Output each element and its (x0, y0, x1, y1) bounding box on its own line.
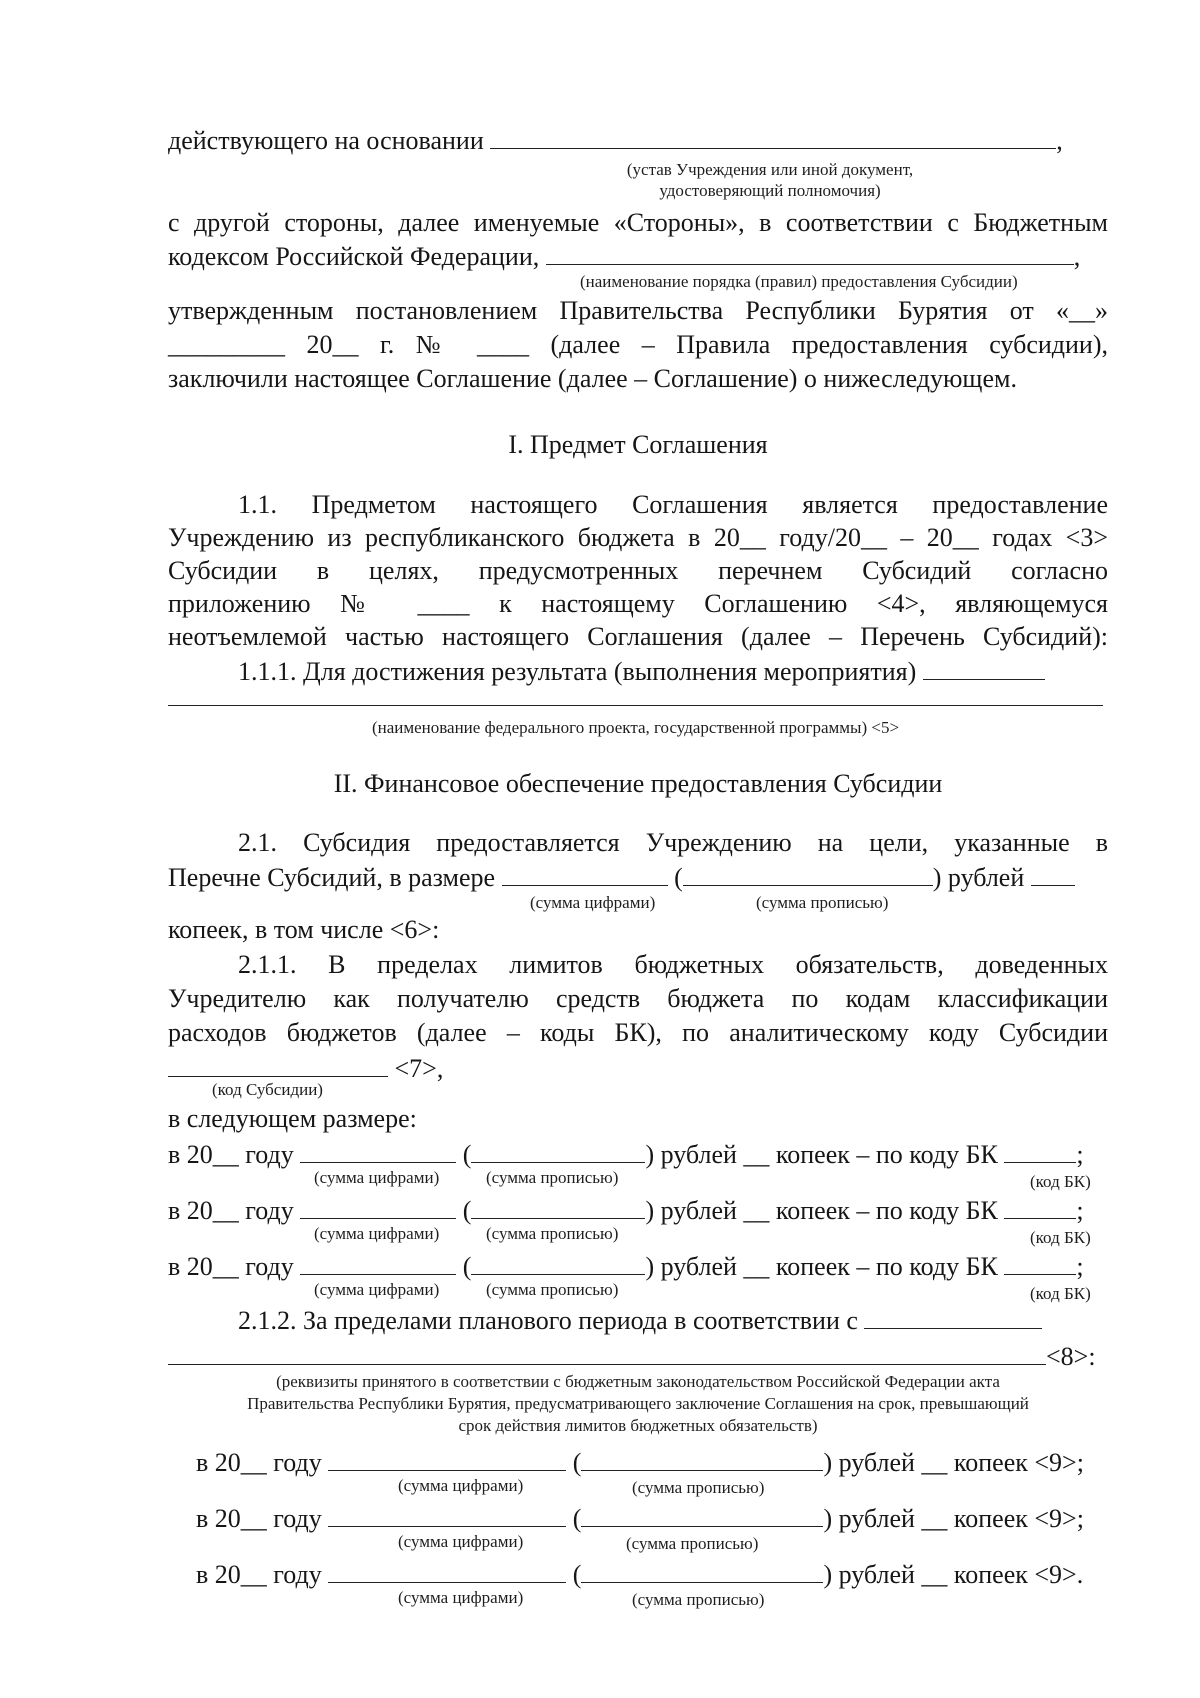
p21-rubles-text: ) рублей (932, 863, 1025, 892)
caption-digits: (сумма цифрами) (398, 1588, 524, 1607)
row-end: ; (1076, 1140, 1084, 1169)
p212-text: 2.1.2. За пределами планового периода в соответствии с (238, 1306, 858, 1335)
project-name-blank (168, 705, 1103, 706)
code-line-text: кодексом Российской Федерации, (168, 242, 540, 271)
sum-words-blank (471, 1250, 645, 1275)
section-2-title: II. Финансовое обеспечение предоставления Субсидии (333, 769, 943, 798)
acting-basis-blank (490, 124, 1056, 149)
open-paren: ( (572, 1560, 582, 1589)
year-row-2 (196, 1558, 1083, 1590)
concluded-line: заключили настоящее Соглашение (далее – Соглашение) о нижеследующем. (168, 364, 1017, 393)
acting-basis-text: действующего на основании (168, 126, 484, 155)
sum-words-blank (581, 1446, 823, 1471)
p111-line (238, 655, 1045, 687)
caption-digits: (сумма цифрами) (398, 1476, 524, 1495)
sum-words-blank (581, 1558, 823, 1583)
caption-bk-code: (код БК) (1030, 1172, 1091, 1191)
p212-line (238, 1304, 1042, 1336)
p212-ref: <8>: (1046, 1342, 1096, 1371)
caption-digits: (сумма цифрами) (314, 1168, 440, 1187)
p21-line-2 (168, 861, 1075, 893)
caption-charter-2: удостоверяющий полномочия) (659, 181, 881, 200)
sum-digits-blank (328, 1558, 566, 1583)
approved-line: утвержденным постановлением Правительства Республики Бурятия от «__» (168, 296, 1108, 325)
caption-digits: (сумма цифрами) (398, 1532, 524, 1551)
rubles-kopecks-text: ) рублей __ копеек <9>; (823, 1448, 1084, 1477)
open-paren: ( (572, 1448, 582, 1477)
year-row-2 (196, 1502, 1084, 1534)
open-paren: ( (462, 1252, 472, 1281)
bk-code-blank (1004, 1250, 1076, 1275)
year-label: в 20__ году (196, 1448, 322, 1477)
p111-text: 1.1.1. Для достижения результата (выполнения мероприятия) (238, 657, 917, 686)
caption-words: (сумма прописью) (486, 1280, 619, 1299)
caption-rules: (наименование порядка (правил) предоставления Субсидии) (580, 272, 1018, 291)
rules-blank (546, 240, 1074, 265)
year-row (168, 1194, 1084, 1226)
rubles-kopecks-bk-text: ) рублей __ копеек – по коду БК (645, 1140, 998, 1169)
caption-act-1: (реквизиты принятого в соответствии с бюджетным законодательством Российской Федерации акта (276, 1372, 1000, 1391)
p212-blank (864, 1304, 1042, 1329)
p11-line-2: Учреждению из республиканского бюджета в 20__ году/20__ – 20__ годах <3> (168, 523, 1108, 552)
p111-blank (923, 655, 1045, 680)
p21-kopecks-blank (1031, 861, 1075, 886)
open-paren: ( (462, 1196, 472, 1225)
sum-digits-blank (328, 1446, 566, 1471)
p11-line-3: Субсидии в целях, предусмотренных перечнем Субсидий согласно (168, 556, 1108, 585)
sum-digits-blank (300, 1250, 456, 1275)
caption-words: (сумма прописью) (486, 1168, 619, 1187)
sum-digits-blank (328, 1502, 566, 1527)
p211-line-3: расходов бюджетов (далее – коды БК), по аналитическому коду Субсидии (168, 1018, 1108, 1047)
p212-line-2 (168, 1340, 1096, 1372)
caption-bk-code: (код БК) (1030, 1228, 1091, 1247)
acting-basis-line (168, 124, 1063, 156)
p21-sum-words-blank (683, 861, 933, 886)
sum-digits-blank (300, 1138, 456, 1163)
subsidy-code-blank (168, 1052, 388, 1077)
sum-words-blank (471, 1138, 645, 1163)
bk-code-blank (1004, 1194, 1076, 1219)
caption-words: (сумма прописью) (626, 1534, 759, 1553)
bk-code-blank (1004, 1138, 1076, 1163)
caption-bk-code: (код БК) (1030, 1284, 1091, 1303)
p211-line-1: 2.1.1. В пределах лимитов бюджетных обязательств, доведенных (238, 950, 1108, 979)
caption-words: (сумма прописью) (486, 1224, 619, 1243)
sum-digits-blank (300, 1194, 456, 1219)
rubles-kopecks-bk-text: ) рублей __ копеек – по коду БК (645, 1196, 998, 1225)
caption-words: (сумма прописью) (632, 1478, 765, 1497)
year-row-2 (196, 1446, 1084, 1478)
following-amount: в следующем размере: (168, 1104, 417, 1133)
year-label: в 20__ году (168, 1252, 294, 1281)
caption-p21-words: (сумма прописью) (756, 893, 889, 912)
caption-charter-1: (устав Учреждения или иной документ, (626, 160, 914, 179)
sum-words-blank (581, 1502, 823, 1527)
year-label: в 20__ году (168, 1140, 294, 1169)
sum-words-blank (471, 1194, 645, 1219)
caption-p21-digits: (сумма цифрами) (530, 893, 656, 912)
open-paren: ( (572, 1504, 582, 1533)
act-requisites-blank (168, 1340, 1046, 1365)
p11-line-1: 1.1. Предметом настоящего Соглашения является предоставление (238, 490, 1108, 519)
date-line: _________ 20__ г. № ____ (далее – Правила предоставления субсидии), (168, 330, 1108, 359)
p11-line-4: приложению № ____ к настоящему Соглашению <4>, являющемуся (168, 589, 1108, 618)
code-line (168, 240, 1080, 272)
row-end: ; (1076, 1252, 1084, 1281)
open-paren: ( (462, 1140, 472, 1169)
caption-act-2: Правительства Республики Бурятия, предусматривающего заключение Соглашения на срок, превышающий (247, 1394, 1029, 1413)
caption-subsidy-code: (код Субсидии) (212, 1080, 323, 1099)
row-end: ; (1076, 1196, 1084, 1225)
year-row (168, 1250, 1084, 1282)
p211-code-suffix: <7>, (394, 1054, 444, 1083)
p21-open-paren: ( (674, 863, 683, 892)
caption-digits: (сумма цифрами) (314, 1280, 440, 1299)
caption-words: (сумма прописью) (632, 1590, 765, 1609)
year-row (168, 1138, 1084, 1170)
rubles-kopecks-text: ) рублей __ копеек <9>; (823, 1504, 1084, 1533)
caption-act-3: срок действия лимитов бюджетных обязательств) (458, 1416, 818, 1435)
p21-line-1: 2.1. Субсидия предоставляется Учреждению на цели, указанные в (238, 828, 1108, 857)
year-label: в 20__ году (196, 1560, 322, 1589)
rubles-kopecks-bk-text: ) рублей __ копеек – по коду БК (645, 1252, 998, 1281)
year-label: в 20__ году (196, 1504, 322, 1533)
acting-basis-comma: , (1056, 126, 1063, 155)
parties-line: с другой стороны, далее именуемые «Стороны», в соответствии с Бюджетным (168, 208, 1108, 237)
caption-project: (наименование федерального проекта, государственной программы) <5> (371, 718, 900, 737)
year-label: в 20__ году (168, 1196, 294, 1225)
p21-size-text: Перечне Субсидий, в размере (168, 863, 496, 892)
p21-sum-digits-blank (502, 861, 668, 886)
caption-digits: (сумма цифрами) (314, 1224, 440, 1243)
section-1-title: I. Предмет Соглашения (508, 430, 768, 459)
code-line-comma: , (1073, 242, 1081, 271)
p11-line-5: неотъемлемой частью настоящего Соглашения (далее – Перечень Субсидий): (168, 622, 1108, 651)
p21-line-3: копеек, в том числе <6>: (168, 915, 440, 944)
p211-line-2: Учредителю как получателю средств бюджета по кодам классификации (168, 984, 1108, 1013)
rubles-kopecks-text: ) рублей __ копеек <9>. (823, 1560, 1084, 1589)
